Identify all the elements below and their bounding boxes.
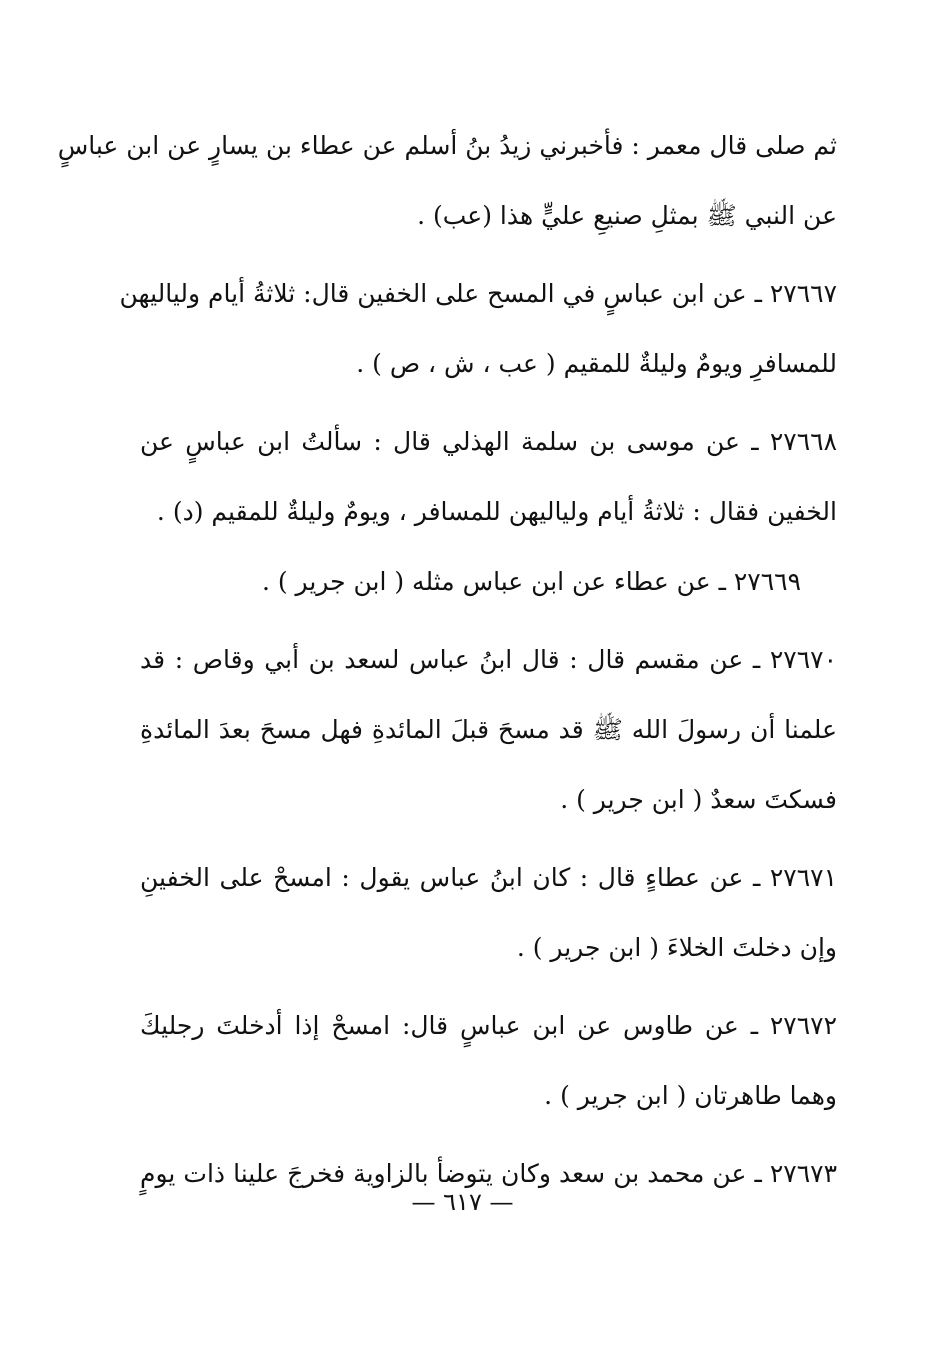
page-text: [57, 128, 837, 1192]
text-line: ٢٧٦٦٨ ـ عن موسى بن سلمة الهذلي قال : سألتُ ابن عباسٍ عن: [140, 427, 837, 456]
hadith-entry-27673: [140, 1156, 837, 1192]
hadith-entry-27668: [140, 424, 837, 530]
hadith-entry-27670: [140, 642, 837, 818]
text-line: ٢٧٦٧٢ ـ عن طاوس عن ابن عباسٍ قال: امسحْ إذا أدخلتَ رجليكَ: [140, 1011, 837, 1040]
hadith-entry-27671: [140, 860, 837, 966]
text-line: الخفين فقال : ثلاثةُ أيام ولياليهن للمسافر ، ويومٌ وليلةٌ للمقيم (د) .: [156, 497, 837, 526]
paragraph-continuation: [57, 128, 837, 234]
text-line: ٢٧٦٧١ ـ عن عطاءٍ قال : كان ابنُ عباس يقول : امسحْ على الخفينِ: [140, 863, 837, 892]
text-line: وإن دخلتَ الخلاءَ ( ابن جرير ) .: [516, 933, 837, 962]
text-line: عن النبي ﷺ بمثلِ صنيعِ عليٍّ هذا (عب) .: [417, 201, 837, 230]
text-line: ٢٧٦٧٣ ـ عن محمد بن سعد وكان يتوضأ بالزاوية فخرجَ علينا ذات يومٍ: [140, 1159, 837, 1188]
hadith-entry-27667: [119, 276, 837, 382]
text-line: علمنا أن رسولَ الله ﷺ قد مسحَ قبلَ المائدةِ فهل مسحَ بعدَ المائدةِ: [140, 715, 837, 744]
text-line: ثم صلى قال معمر : فأخبرني زيدُ بنُ أسلم عن عطاء بن يسارٍ عن ابن عباسٍ: [57, 131, 837, 160]
text-line: فسكتَ سعدٌ ( ابن جرير ) .: [560, 785, 837, 814]
hadith-entry-27672: [140, 1008, 837, 1114]
text-line: ٢٧٦٦٧ ـ عن ابن عباسٍ في المسح على الخفين قال: ثلاثةُ أيام ولياليهن: [119, 279, 837, 308]
text-line: ٢٧٦٦٩ ـ عن عطاء عن ابن عباس مثله ( ابن جرير ) .: [261, 567, 801, 596]
page-footer: [0, 1188, 925, 1216]
text-line: للمسافرِ ويومٌ وليلةٌ للمقيم ( عب ، ش ، ص ) .: [356, 349, 837, 378]
page-number: — ٦١٧ —: [411, 1188, 514, 1216]
hadith-entry-27669: [140, 564, 837, 600]
text-line: وهما طاهرتان ( ابن جرير ) .: [544, 1081, 837, 1110]
text-line: ٢٧٦٧٠ ـ عن مقسم قال : قال ابنُ عباس لسعد بن أبي وقاص : قد: [140, 645, 837, 674]
